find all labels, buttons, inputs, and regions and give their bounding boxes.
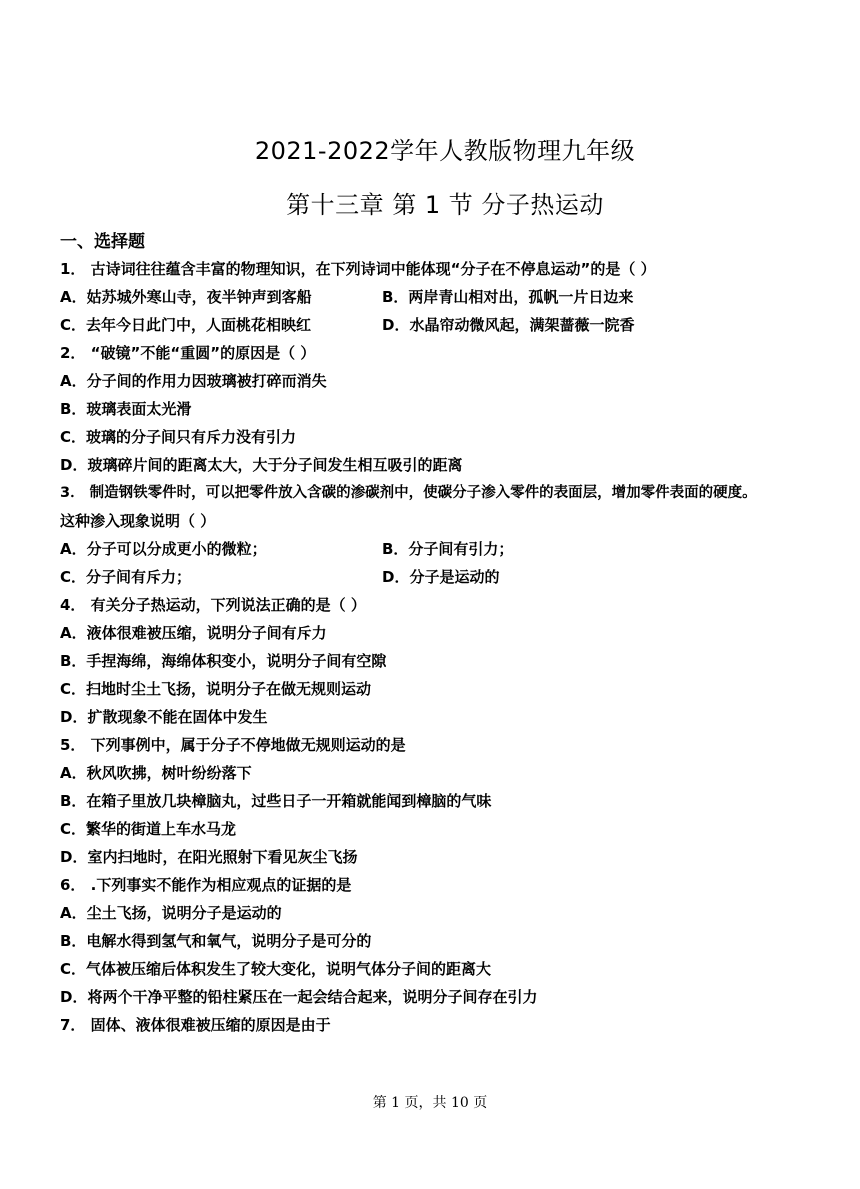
question-6-option-a: A．尘土飞扬，说明分子是运动的 [60, 904, 282, 922]
question-2-stem: 2． “破镜”不能“重圆”的原因是（ ） [60, 344, 316, 362]
question-7-stem: 7． 固体、液体很难被压缩的原因是由于 [60, 1016, 331, 1034]
question-1-option-a: A．姑苏城外寒山寺，夜半钟声到客船 [60, 288, 312, 306]
question-3-option-a: A．分子可以分成更小的微粒； [60, 540, 267, 558]
question-3-stem-continued: 这种渗入现象说明（ ） [60, 512, 216, 530]
question-2-option-b: B．玻璃表面太光滑 [60, 400, 192, 418]
question-5-option-c: C．繁华的街道上车水马龙 [60, 820, 237, 838]
question-4-stem: 4． 有关分子热运动，下列说法正确的是（ ） [60, 596, 366, 614]
question-3-stem: 3． 制造钢铁零件时，可以把零件放入含碳的渗碳剂中，使碳分子渗入零件的表面层，增加零件表面的硬度。 [60, 485, 757, 501]
question-2-option-a: A．分子间的作用力因玻璃被打碎而消失 [60, 372, 327, 390]
question-3-option-c: C．分子间有斥力； [60, 568, 192, 586]
question-5-stem: 5． 下列事例中，属于分子不停地做无规则运动的是 [60, 736, 406, 754]
question-4-option-b: B．手捏海绵，海绵体积变小，说明分子间有空隙 [60, 652, 387, 670]
question-2-option-d: D．玻璃碎片间的距离太大，大于分子间发生相互吸引的距离 [60, 456, 463, 474]
page-footer: 第 1 页，共 10 页 [372, 1095, 488, 1111]
question-1-stem: 1． 古诗词往往蕴含丰富的物理知识，在下列诗词中能体现“分子在不停息运动”的是（ ） [60, 260, 656, 278]
question-2-option-c: C．玻璃的分子间只有斥力没有引力 [60, 428, 297, 446]
question-3-option-b: B．分子间有引力； [382, 540, 514, 558]
question-5-option-b: B．在箱子里放几块樟脑丸，过些日子一开箱就能闻到樟脑的气味 [60, 792, 492, 810]
question-1-option-d: D．水晶帘动微风起，满架蔷薇一院香 [382, 316, 635, 334]
document-title: 2021-2022学年人教版物理九年级 [254, 137, 636, 165]
question-6-stem: 6． .下列事实不能作为相应观点的证据的是 [60, 876, 352, 894]
question-3-option-d: D．分子是运动的 [382, 568, 500, 586]
question-5-option-d: D．室内扫地时，在阳光照射下看见灰尘飞扬 [60, 848, 358, 866]
section-heading: 一、选择题 [60, 232, 145, 252]
document-subtitle: 第十三章 第 1 节 分子热运动 [286, 191, 604, 219]
question-6-option-c: C．气体被压缩后体积发生了较大变化，说明气体分子间的距离大 [60, 960, 492, 978]
question-4-option-c: C．扫地时尘土飞扬，说明分子在做无规则运动 [60, 680, 372, 698]
question-1-option-c: C．去年今日此门中，人面桃花相映红 [60, 316, 312, 334]
question-4-option-a: A．液体很难被压缩，说明分子间有斥力 [60, 624, 327, 642]
question-6-option-d: D．将两个干净平整的铅柱紧压在一起会结合起来，说明分子间存在引力 [60, 988, 538, 1006]
question-4-option-d: D．扩散现象不能在固体中发生 [60, 708, 268, 726]
question-6-option-b: B．电解水得到氢气和氧气，说明分子是可分的 [60, 932, 372, 950]
question-1-option-b: B．两岸青山相对出，孤帆一片日边来 [382, 288, 634, 306]
question-5-option-a: A．秋风吹拂，树叶纷纷落下 [60, 764, 252, 782]
